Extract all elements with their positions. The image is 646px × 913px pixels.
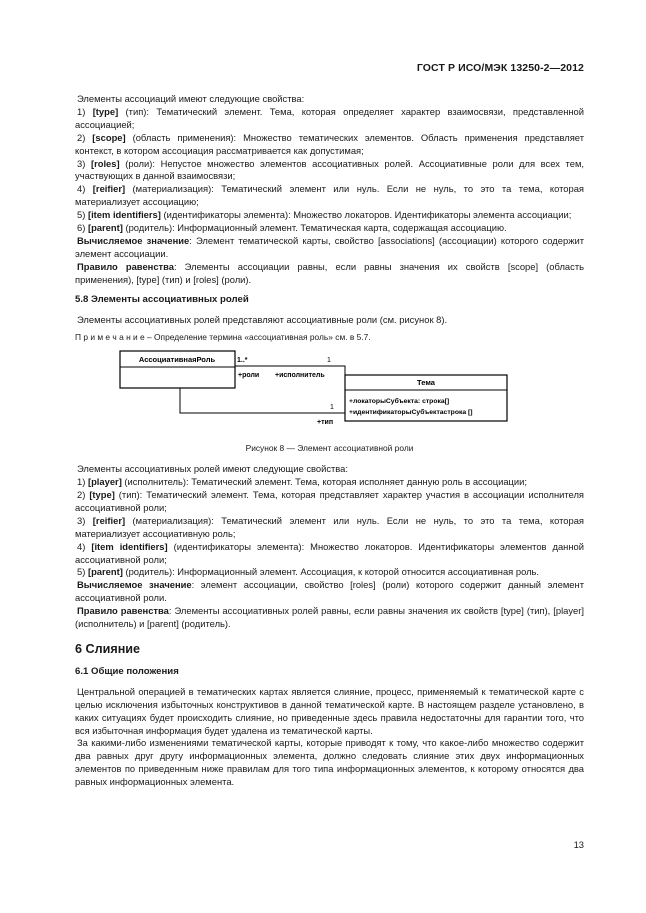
role-label-type: +тип xyxy=(317,419,334,427)
class-name-association-role: АссоциативнаяРоль xyxy=(138,355,216,365)
role-property-list xyxy=(75,476,584,579)
section-heading-6: 6 Слияние xyxy=(75,642,141,656)
section-heading-6-1: 6.1 Общие положения xyxy=(75,665,179,677)
class-name-topic: Тема xyxy=(417,378,435,388)
multiplicity-one-top: 1 xyxy=(327,357,331,365)
uml-diagram xyxy=(75,348,584,440)
assoc-property: 1) [type] (тип): Тематический элемент. Тема, которая определяет характер взаимосвязи, представленной ассоциацией; xyxy=(75,105,585,130)
role-computed-value: Вычисляемое значение: элемент ассоциации, свойство [roles] (роли) которого содержит данный элемент ассоциативной роли. xyxy=(75,579,584,604)
association-line-type xyxy=(180,388,345,413)
role-label-player: +исполнитель xyxy=(275,372,325,380)
note: П р и м е ч а н и е – Определение термина «ассоциативная роль» см. в 5.7. xyxy=(75,332,371,343)
role-property: 4) [item identifiers] (идентификаторы элемента): Множество локаторов. Идентификаторы элементов данной ассоциативной роли; xyxy=(75,540,584,565)
assoc-property: 3) [roles] (роли): Непустое множество элементов ассоциативных ролей. Ассоциативные роли для всех тем, участвующих в данной взаимосвязи; xyxy=(75,157,584,182)
role-intro: Элементы ассоциативных ролей имеют следующие свойства: xyxy=(77,463,349,475)
role-equality-rule: Правило равенства: Элементы ассоциативных ролей равны, если равны значения их свойств [type] (тип), [player] (исполнитель) и [parent] (родитель). xyxy=(75,605,584,630)
multiplicity-many: 1..* xyxy=(237,357,248,365)
figure-caption: Рисунок 8 — Элемент ассоциативной роли xyxy=(245,443,414,454)
assoc-property-list xyxy=(75,106,584,235)
role-property: 5) [parent] (родитель): Информационный элемент. Ассоциация, к которой относится ассоциативная роль. xyxy=(77,566,540,578)
page-number: 13 xyxy=(573,839,584,850)
assoc-equality-rule: Правило равенства: Элементы ассоциации равны, если равны значения их свойств [scope] (область применения), [type] (тип) и [roles] (роли). xyxy=(75,260,584,285)
role-property: 2) [type] (тип): Тематический элемент. Тема, которая представляет характер участия в ассоциации исполнителя ассоциативной роли; xyxy=(75,489,584,513)
topic-attribute-locators: +локаторыСубъекта: строка[] xyxy=(349,398,450,406)
topic-attribute-identifiers: +идентификаторыСубъектастрока [] xyxy=(349,409,473,417)
assoc-property: 6) [parent] (родитель): Информационный элемент. Тематическая карта, содержащая ассоциацию. xyxy=(77,222,507,234)
role-label-roles: +роли xyxy=(238,372,260,380)
role-property: 3) [reifier] (материализация): Тематический элемент или нуль. Если не нуль, то это та тема, которая материализует ассоциативную роль; xyxy=(75,514,585,539)
page-content xyxy=(75,93,584,789)
assoc-property: 5) [item identifiers] (идентификаторы элемента): Множество локаторов. Идентификаторы элемента ассоциации; xyxy=(77,209,572,221)
assoc-intro: Элементы ассоциаций имеют следующие свойства: xyxy=(77,93,305,104)
role-property: 1) [player] (исполнитель): Тематический элемент. Тема, которая исполняет данную роль в ассоциации; xyxy=(77,476,527,488)
document-header: ГОСТ Р ИСО/МЭК 13250-2—2012 xyxy=(416,62,584,74)
section-heading-5-8: 5.8 Элементы ассоциативных ролей xyxy=(75,293,249,305)
section-6-1-paragraph-1: Центральной операцией в тематических картах является слияние, процесс, применяемый к тематической карте с целью исключения избыточных конструктивов в данной тематической карте. В настоящем разделе установлено, в каких ситуациях будет происходить слияние, но приведенные здесь правила недостаточны для гарантии того, что вся избыточная информация будет удалена из тематической карты. xyxy=(75,685,584,736)
assoc-computed-value: Вычисляемое значение: Элемент тематической карты, свойство [associations] (ассоциации) которого содержит элемент ассоциации. xyxy=(75,234,585,259)
figure-8-diagram xyxy=(75,348,584,440)
section-6-1-paragraph-2: За какими-либо изменениями тематической карты, которые приводят к тому, что какое-либо множество содержит два равных друг другу информационных элемента, должно следовать слияние этих двух информационных элементов по приведенным ниже правилам для того типа информационных элементов, к которому относятся два равных информационных элемента. xyxy=(75,737,584,788)
section-5-8-intro: Элементы ассоциативных ролей представляют ассоциативные роли (см. рисунок 8). xyxy=(77,313,448,325)
assoc-property: 2) [scope] (область применения): Множество тематических элементов. Область применения представляет контекст, в котором ассоциация рассматривается как допустимая; xyxy=(75,131,585,156)
multiplicity-one-bottom: 1 xyxy=(330,404,334,412)
assoc-property: 4) [reifier] (материализация): Тематический элемент или нуль. Если не нуль, то это та тема, которая материализует ассоциацию; xyxy=(75,183,585,208)
